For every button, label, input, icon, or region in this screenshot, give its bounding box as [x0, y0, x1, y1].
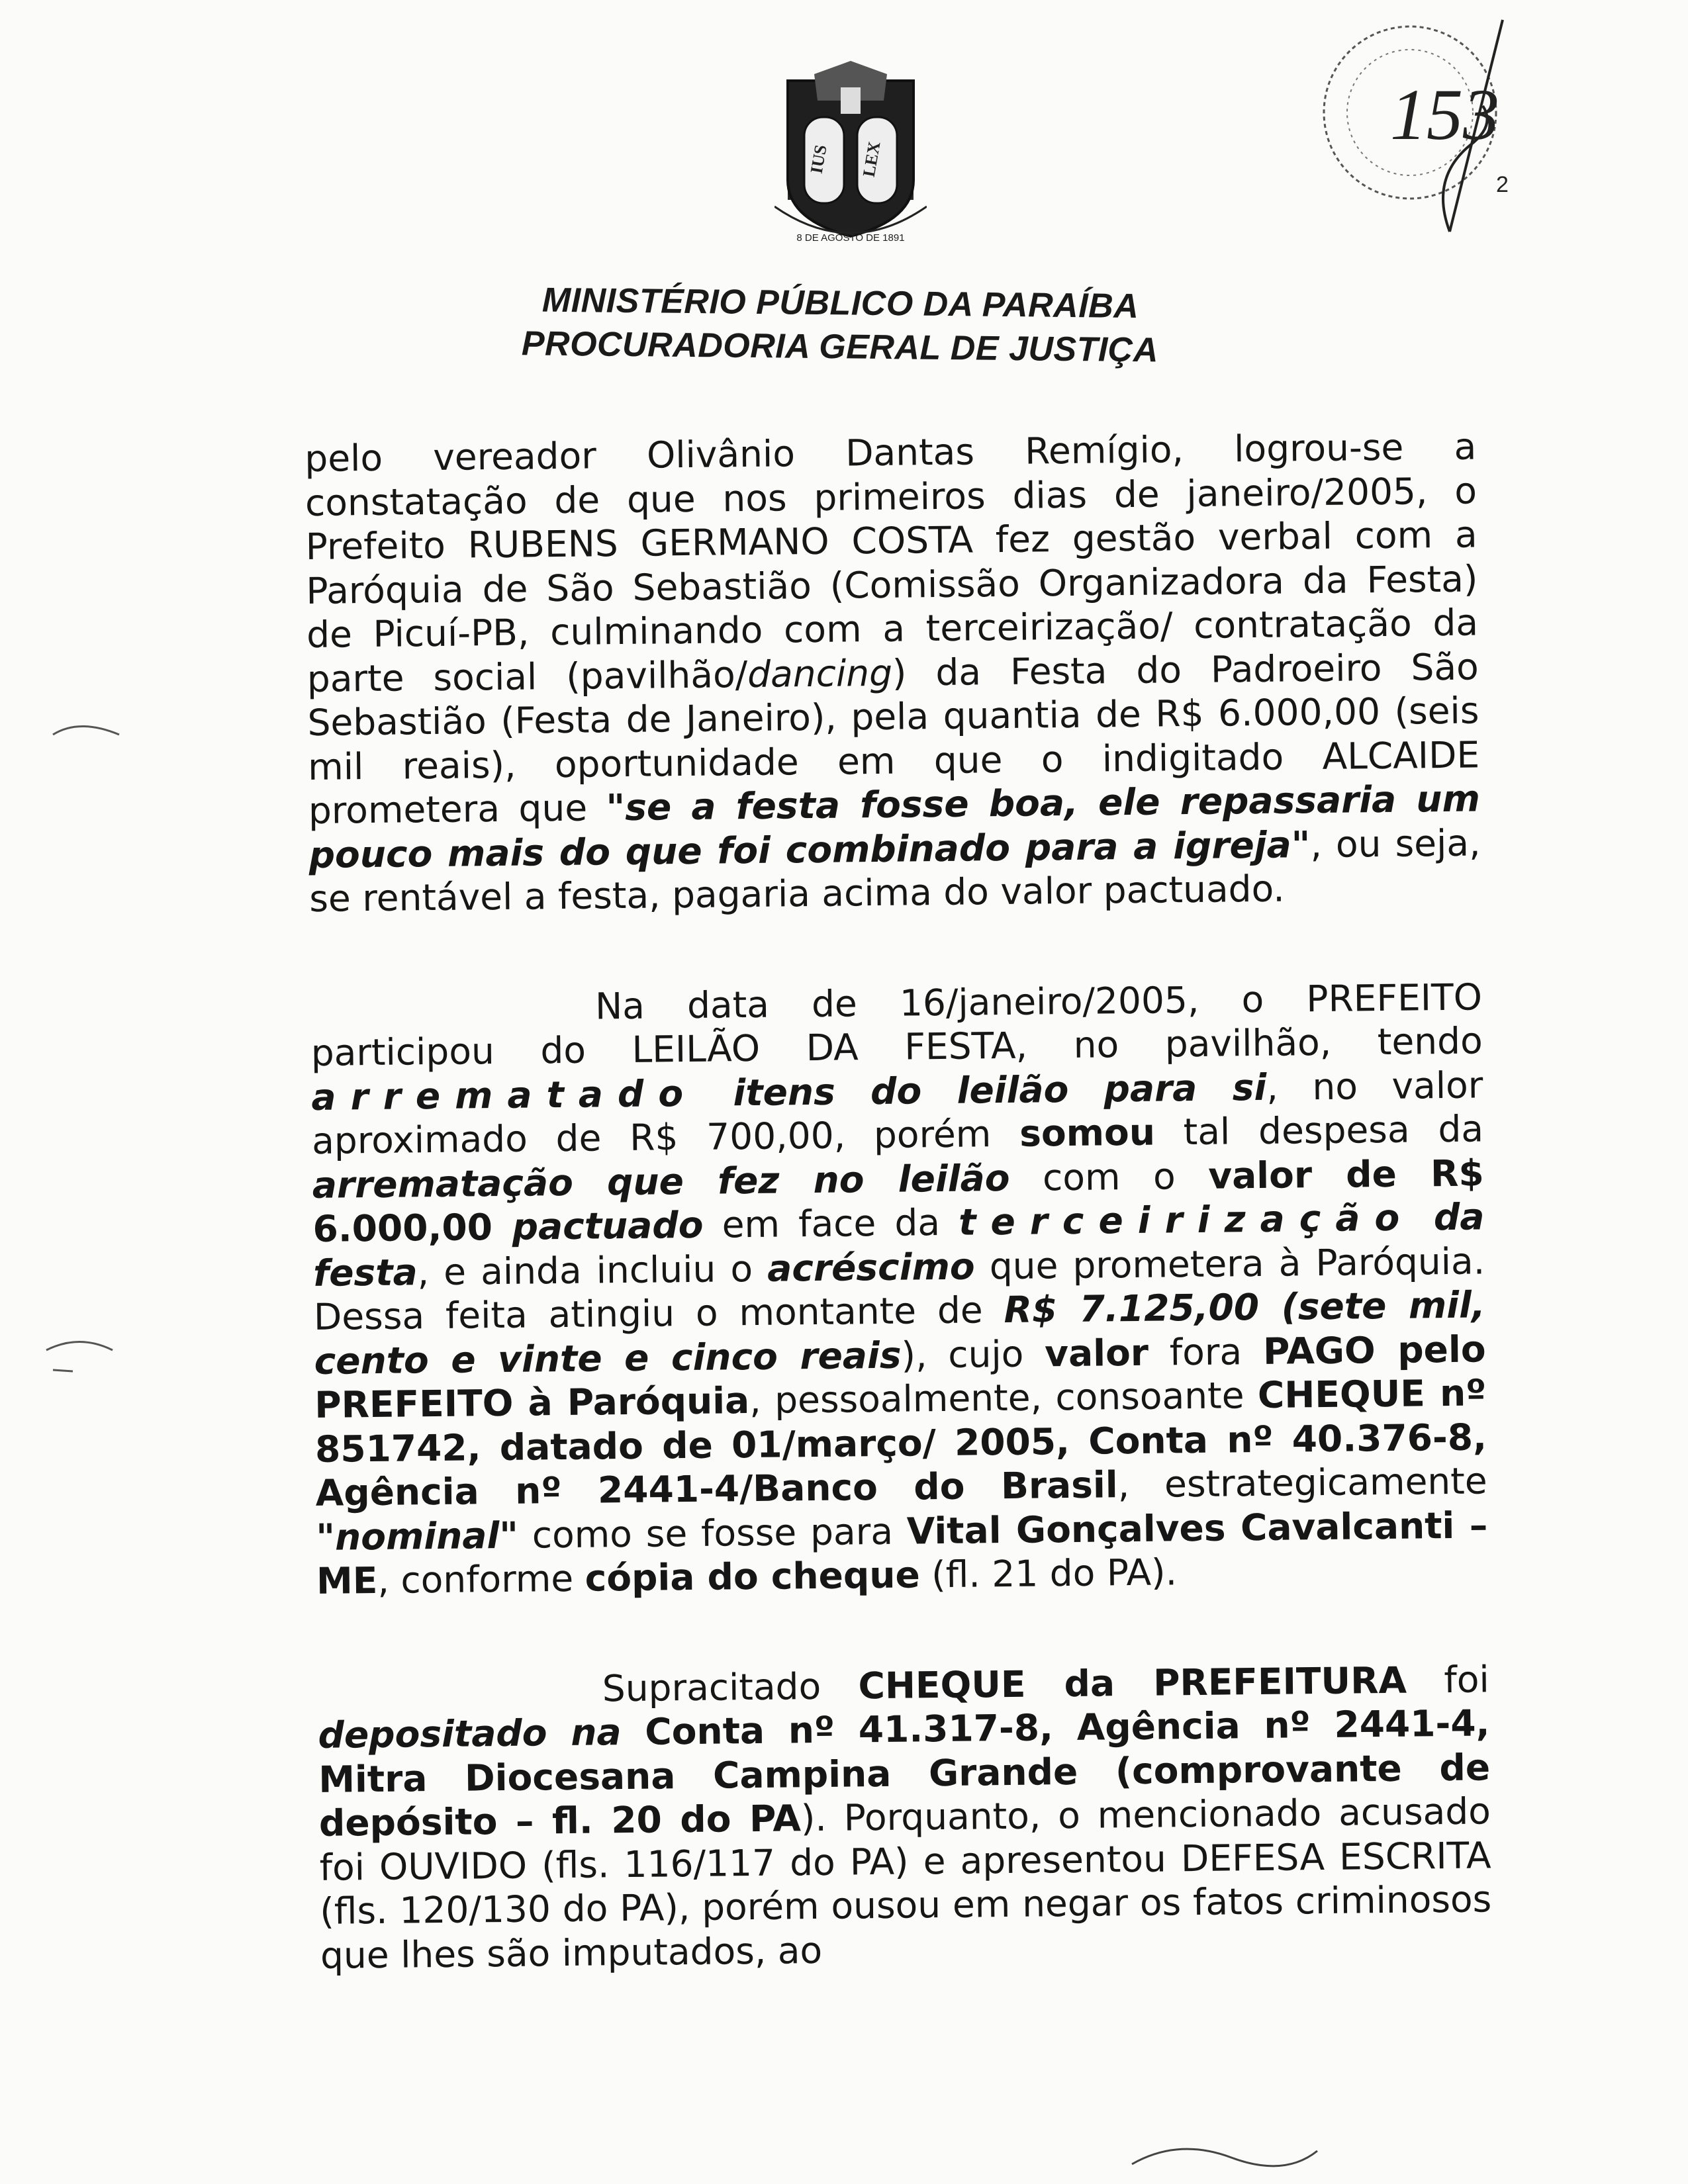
text-run: "nominal" [316, 1514, 519, 1559]
paragraph-2 [310, 975, 1489, 1603]
text-run: Vital Gonçalves Cavalcanti – ME [316, 1503, 1488, 1602]
document-body [305, 424, 1492, 1977]
text-run: valor de R$ 6.000,00 [312, 1151, 1485, 1250]
text-run: (fl. 21 do PA). [919, 1551, 1178, 1596]
text-run: Conta nº 41.317-8, Agência nº 2441-4, Mitra Diocesana Campina Grande (comprovante de depósito – fl. 20 do PA [318, 1702, 1491, 1844]
text-run: ), cujo [901, 1332, 1045, 1377]
text-run: valor [1044, 1331, 1149, 1375]
text-run: PAGO pelo PREFEITO à Paróquia [314, 1327, 1486, 1426]
text-run: Supracitado [602, 1664, 859, 1709]
text-run: ). Porquanto, o mencionado acusado foi OUVIDO (fls. 116/117 do PA) e apresentou DEFESA ESCRITA (fls. 120/130 do PA), porém ousou em negar os fatos criminosos que lhes são imputados, ao [319, 1790, 1492, 1977]
text-run: , e ainda incluiu o [417, 1247, 768, 1293]
text-run: Na data de 16/janeiro/2005, o PREFEITO participou do LEILÃO DA FESTA, no pavilhão, tendo [310, 975, 1483, 1074]
text-run: , no valor aproximado de R$ 700,00, porém [311, 1063, 1483, 1162]
text-run: acréscimo [767, 1244, 975, 1290]
text-run: com o [1009, 1154, 1209, 1199]
text-run: terceirização [958, 1196, 1415, 1244]
document-header [502, 278, 1178, 373]
text-run: arrematação que fez no leilão [312, 1156, 1010, 1206]
text-run: itens do leilão para si [697, 1066, 1267, 1115]
header-institution: MINISTÉRIO PÚBLICO DA PARAÍBA [541, 281, 1139, 326]
paragraph-3 [318, 1657, 1493, 1978]
registry-stamp [1297, 13, 1536, 238]
text-run: CHEQUE da PREFEITURA [858, 1659, 1407, 1707]
text-run: tal despesa da [1154, 1107, 1484, 1154]
text-run: foi [1406, 1657, 1490, 1702]
text-run: "se a festa fosse boa, ele repassaria um pouco mais do que foi combinado para a igreja" [308, 777, 1481, 876]
text-run: ) da Festa do Padroeiro São Sebastião (Festa de Janeiro), pela quantia de R$ 6.000,00 (seis mil reais), oportunidade em que o indigitado ALCAIDE prometera que [307, 645, 1480, 832]
margin-mark [40, 1330, 119, 1383]
text-run: , ou seja, se rentável a festa, pagaria acima do valor pactuado. [308, 821, 1481, 920]
text-run: arrematado [311, 1071, 698, 1118]
text-run: em face da [703, 1201, 959, 1246]
text-run: dancing [747, 651, 893, 696]
text-run: somou [1019, 1111, 1156, 1155]
coat-of-arms-seal [774, 61, 927, 253]
crest-motto-left: IUS [806, 143, 831, 175]
text-run: , pessoalmente, consoante [749, 1374, 1258, 1422]
text-run: como se fosse para [518, 1510, 908, 1557]
text-run: , conforme [377, 1557, 586, 1602]
text-run: R$ 7.125,00 (sete mil, cento e vinte e cinco reais [314, 1283, 1486, 1383]
text-run: pelo vereador Olivânio Dantas Remígio, logrou-se a constatação de que nos primeiros dias de janeiro/2005, o Prefeito RUBENS GERMANO COSTA fez gestão verbal com a Paróquia de São Sebastião (Comissão Organizadora da Festa) de Picuí-PB, culminando com a terceirização/ contratação da parte social (pavilhão/ [305, 425, 1479, 700]
text-run: depositado na [318, 1711, 622, 1756]
crest-ribbon-text: 8 DE AGOSTO DE 1891 [796, 232, 905, 244]
text-run: pactuado [492, 1203, 704, 1249]
text-run: , estrategicamente [1117, 1459, 1487, 1506]
text-run: cópia do cheque [585, 1553, 921, 1600]
text-run: da festa [312, 1195, 1485, 1295]
header-department: PROCURADORIA GERAL DE JUSTIÇA [521, 324, 1159, 370]
handwritten-signature-mark [1125, 2131, 1324, 2177]
text-run: que prometera à Paróquia. Dessa feita atingiu o montante de [313, 1239, 1485, 1338]
paragraph-1 [305, 424, 1481, 921]
crest-motto-right: LEX [859, 140, 884, 179]
margin-mark [46, 715, 126, 754]
stamp-page-mark: 2 [1496, 172, 1509, 197]
handwritten-page-number: 153 [1390, 74, 1499, 155]
text-run: CHEQUE nº 851742, datado de 01/março/ 2005, Conta nº 40.376-8, Agência nº 2441-4/Banco do Brasil [314, 1371, 1487, 1514]
text-run: fora [1148, 1330, 1264, 1374]
